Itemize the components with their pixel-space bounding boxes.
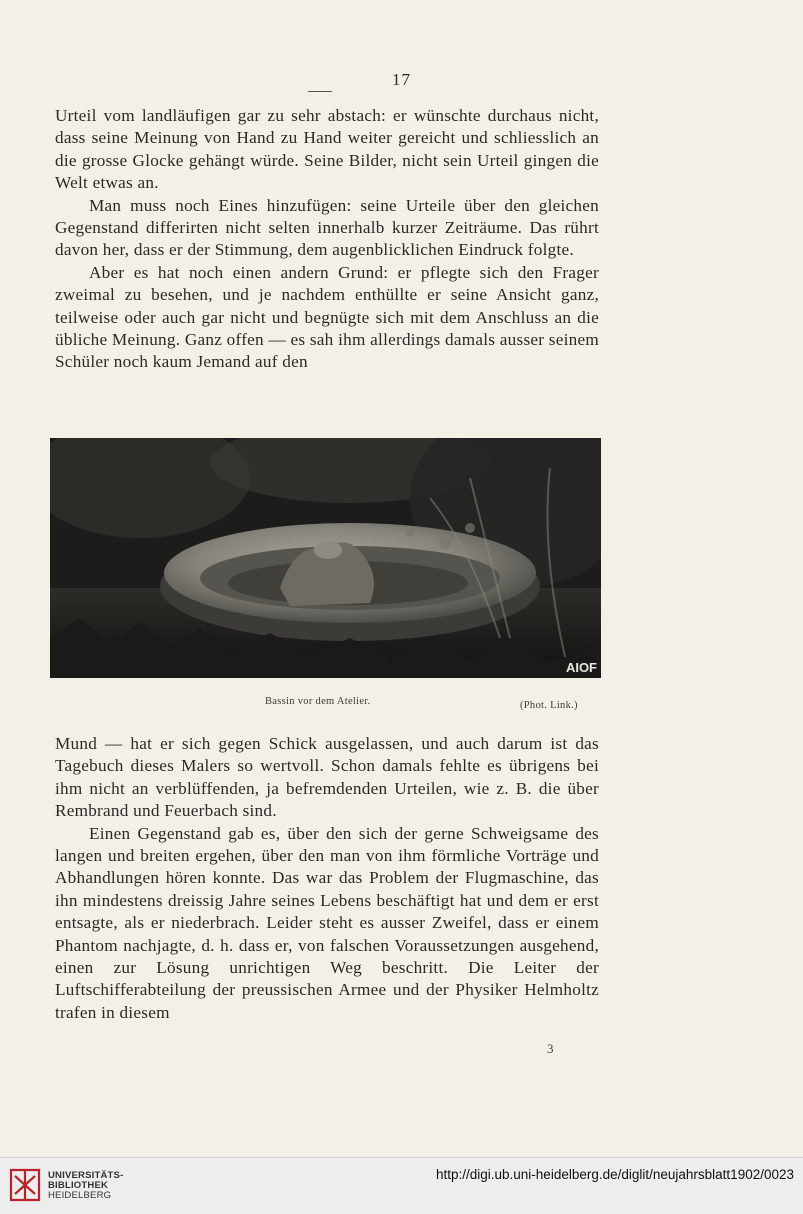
photo-caption: Bassin vor dem Atelier. xyxy=(265,696,371,707)
library-name-line3: HEIDELBERG xyxy=(48,1190,112,1201)
photo-illustration xyxy=(50,438,601,678)
paragraph: Mund — hat er sich gegen Schick ausgelassen, und auch darum ist das Tagebuch dieses Malers so wertvoll. Schon damals fehlte es übrigens bei ihm nicht an verblüffenden, ja befremdenden Urteilen, wie z. B. die über Rembrand und Feuerbach sind. xyxy=(55,734,599,821)
photograph-basin xyxy=(50,438,601,678)
photo-credit: (Phot. Link.) xyxy=(520,700,578,711)
paragraph: Aber es hat noch einen andern Grund: er pflegte sich den Frager zweimal zu besehen, und je nachdem enthüllte er seine Ansicht ganz, teilweise oder auch gar nicht und begnügte sich mit dem Anschluss an die übliche Meinung. Ganz offen — es sah ihm allerdings damals ausser seinem Schüler noch kaum Jemand auf den xyxy=(55,262,599,372)
page-number: 17 xyxy=(392,70,411,89)
library-logo-icon[interactable] xyxy=(8,1166,42,1204)
paragraph: Man muss noch Eines hinzufügen: seine Urteile über den gleichen Gegenstand differirten nicht selten innerhalb kurzer Zeiträume. Das rührt davon her, dass er der Stimmung, dem augenblicklichen Eindruck folgte. xyxy=(55,195,599,260)
paragraph: Urteil vom landläufigen gar zu sehr abstach: er wünschte durchaus nicht, dass seine Meinung von Hand zu Hand weiter gereicht und schliesslich an die grosse Glocke gehängt würde. Seine Bilder, nicht sein Urteil gingen die Welt etwas an. xyxy=(55,106,599,193)
gathering-signature: 3 xyxy=(547,1041,554,1056)
permalink-url[interactable]: http://digi.ub.uni-heidelberg.de/diglit/neujahrsblatt1902/0023 xyxy=(435,1167,794,1182)
paragraph: Einen Gegenstand gab es, über den sich der gerne Schweigsame des langen und breiten ergehen, über den man von ihm förmliche Vorträge und Abhandlungen hören konnte. Das war das Problem der Flugmaschine, das ihn mindestens dreissig Jahre seines Lebens beschäftigt hat und dem er erst entsagte, als er niederbrach. Leider steht es ausser Zweifel, dass er einem Phantom nachjagte, d. h. dass er, von falschen Voraussetzungen ausgehend, einen zur Lösung unrichtigen Weg beschritt. Die Leiter der Luftschifferabteilung der preussischen Armee und der Physiker Helmholtz trafen in diesem xyxy=(55,823,599,1022)
library-name-line2: BIBLIOTHEK xyxy=(48,1180,109,1191)
page-number-rule xyxy=(308,91,332,92)
photo-plate-mark: AIOF xyxy=(565,660,597,675)
text-block-top xyxy=(55,105,599,374)
library-name-line1: UNIVERSITÄTS- xyxy=(48,1170,124,1181)
viewer-footer xyxy=(0,1157,803,1214)
text-block-bottom xyxy=(55,733,599,1024)
